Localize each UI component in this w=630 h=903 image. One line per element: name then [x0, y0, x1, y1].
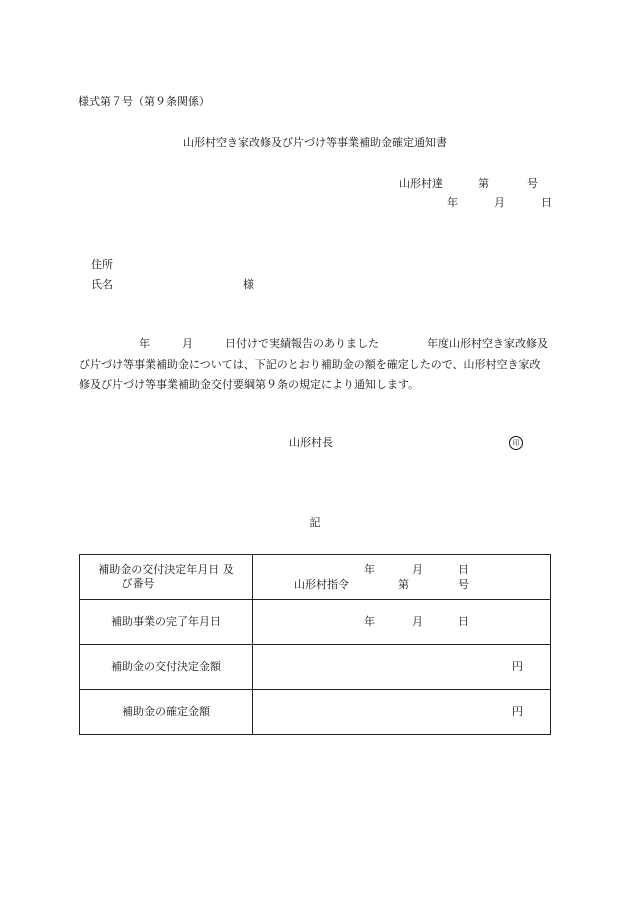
row4-label: 補助金の確定金額 [80, 690, 253, 735]
name-row [91, 278, 254, 292]
row1-directive: 山形村指令 [294, 578, 349, 591]
row1-value [253, 555, 551, 600]
body-part1: 日付けで実績報告のありました [225, 337, 379, 350]
row2-day: 日 [458, 615, 469, 628]
form-number: 様式第７号（第９条関係） [78, 95, 210, 108]
table-row [80, 690, 551, 735]
issuer-dai: 第 [478, 177, 489, 190]
row3-unit: 円 [512, 660, 523, 673]
row1-label [80, 555, 253, 600]
seal-mark: 印 [509, 436, 523, 450]
row2-month: 月 [412, 615, 423, 628]
document-title: 山形村空き家改修及び片づけ等事業補助金確定通知書 [183, 136, 447, 149]
body-month: 月 [182, 337, 193, 350]
row2-label: 補助事業の完了年月日 [80, 600, 253, 645]
row3-value [253, 645, 551, 690]
issuer-go: 号 [527, 177, 538, 190]
subsidy-table [79, 554, 551, 735]
row1-go: 号 [458, 578, 469, 591]
body-part2: 年度山形村空き家改修及び片づけ等事業補助金については、下記のとおり補助金の額を確定したので、山形村空き家改修及び片づけ等事業補助金交付要綱第９条の規定により通知します。 [79, 337, 548, 391]
issue-date-year: 年 [447, 196, 458, 209]
body-year: 年 [139, 337, 150, 350]
ki-heading: 記 [309, 516, 321, 529]
row1-label-line1: 補助金の交付決定年月日 及 [98, 563, 234, 576]
row2-value [253, 600, 551, 645]
issue-date-month: 月 [494, 196, 505, 209]
row1-year: 年 [364, 563, 375, 576]
table-row [80, 555, 551, 600]
issue-date [447, 196, 552, 210]
table-row [80, 600, 551, 645]
honorific: 様 [243, 278, 254, 291]
notice-body [79, 334, 551, 396]
issue-date-day: 日 [541, 196, 552, 209]
row3-label: 補助金の交付決定金額 [80, 645, 253, 690]
row1-label-line2: び番号 [121, 577, 155, 590]
row4-unit: 円 [512, 705, 523, 718]
table-row [80, 645, 551, 690]
row4-value [253, 690, 551, 735]
row1-month: 月 [412, 563, 423, 576]
name-label: 氏名 [91, 278, 113, 291]
row1-day: 日 [458, 563, 469, 576]
address-label: 住所 [91, 258, 113, 271]
mayor-title: 山形村長 [289, 436, 333, 449]
issuer-prefix: 山形村達 [399, 177, 443, 190]
row1-dai: 第 [398, 578, 409, 591]
row2-year: 年 [364, 615, 375, 628]
issuer-reference [399, 177, 538, 191]
